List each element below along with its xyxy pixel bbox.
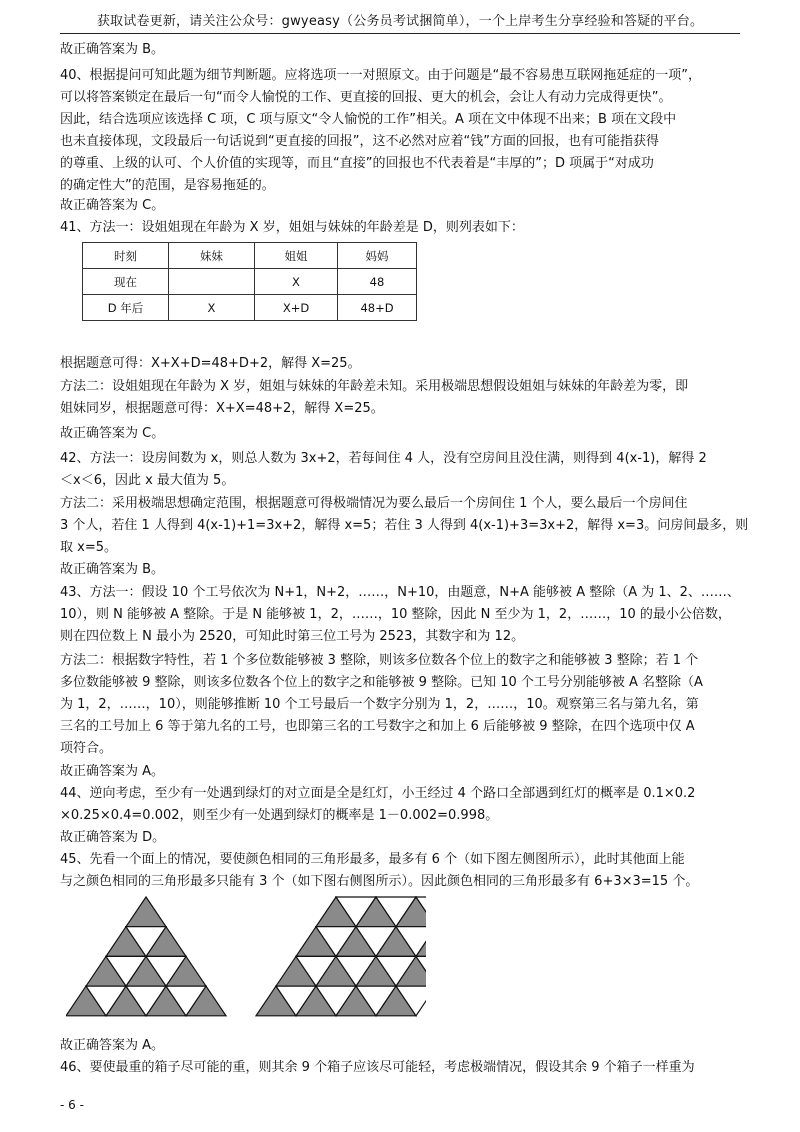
header-divider	[60, 33, 740, 34]
table-cell: X	[169, 295, 255, 321]
text-line: 故正确答案为 B。	[60, 562, 165, 577]
text-line: ＜x＜6，因此 x 最大值为 5。	[60, 473, 235, 488]
left-triangle-grid	[66, 897, 226, 1016]
table-header-cell: 妹妹	[169, 243, 255, 269]
right-parallelogram-grid	[256, 897, 426, 1016]
text-line: 多位数能够被 9 整除，则该多位数各个位上的数字之和能够被 9 整除。已知 10 个工号分别能够被 A 名整除（A	[60, 675, 703, 690]
text-line: ×0.25×0.4=0.002，则至少有一处遇到绿灯的概率是 1－0.002=0.998。	[60, 808, 499, 823]
text-line: 故正确答案为 B。	[60, 42, 165, 57]
text-line: 与之颜色相同的三角形最多只能有 3 个（如下图右侧图所示）。因此颜色相同的三角形最多有 6+3×3=15 个。	[60, 874, 699, 889]
text-line: 故正确答案为 D。	[60, 830, 166, 845]
text-line: 取 x=5。	[60, 540, 117, 555]
table-cell: X+D	[255, 295, 338, 321]
text-line: 46、要使最重的箱子尽可能的重，则其余 9 个箱子应该尽可能轻，考虑极端情况，假设其余 9 个箱子一样重为	[60, 1060, 695, 1075]
table-cell: 现在	[83, 269, 169, 295]
text-line: 因此，结合选项应该选择 C 项，C 项与原文“令人愉悦的工作”相关。A 项在文中体现不出来；B 项在文段中	[60, 112, 677, 127]
table-cell: 48	[338, 269, 417, 295]
text-line: 为 1，2，……，10），则能够推断 10 个工号最后一个数字分别为 1，2，……，10。观察第三名与第九名，第	[60, 697, 699, 712]
triangle-figure	[66, 895, 426, 1017]
text-line: 44、逆向考虑，至少有一处遇到绿灯的对立面是全是红灯，小王经过 4 个路口全部遇到红灯的概率是 0.1×0.2	[60, 786, 696, 801]
text-line: 方法二：采用极端思想确定范围，根据题意可得极端情况为要么最后一个房间住 1 个人，要么最后一个房间住	[60, 496, 688, 511]
text-line: 45、先看一个面上的情况，要使颜色相同的三角形最多，最多有 6 个（如下图左侧图所示），此时其他面上能	[60, 852, 685, 867]
text-line: 的尊重、上级的认可、个人价值的实现等，而且“直接”的回报也不代表着是“丰厚的”；D 项属于“对成功	[60, 156, 654, 171]
table-header-cell: 妈妈	[338, 243, 417, 269]
table-row	[83, 295, 417, 321]
page-header: 获取试卷更新，请关注公众号：gwyeasy（公务员考试捆简单），一个上岸考生分享经验和答疑的平台。	[96, 14, 704, 29]
text-line: 项符合。	[60, 741, 113, 756]
table-cell: X	[255, 269, 338, 295]
text-line: 10），则 N 能够被 A 整除。于是 N 能够被 1，2，……，10 整除，因此 N 至少为 1，2，……，10 的最小公倍数，	[60, 607, 731, 622]
shaded-triangle	[126, 897, 166, 927]
text-line: 方法二：设姐姐现在年龄为 X 岁，姐姐与妹妹的年龄差未知。采用极端思想假设姐姐与妹妹的年龄差为零，即	[60, 379, 689, 394]
text-line: 根据题意可得：X+X+D=48+D+2，解得 X=25。	[60, 356, 361, 371]
text-line: 可以将答案锁定在最后一句“而令人愉悦的工作、更直接的回报、更大的机会，会让人有动力完成得更快”。	[60, 90, 672, 105]
table-cell: 48+D	[338, 295, 417, 321]
text-line: 三名的工号加上 6 等于第九名的工号，也即第三名的工号数字之和加上 6 后能够被 9 整除，在四个选项中仅 A	[60, 719, 695, 734]
age-table	[82, 242, 417, 321]
text-line: 故正确答案为 C。	[60, 426, 165, 441]
table-cell	[169, 269, 255, 295]
table-cell: D 年后	[83, 295, 169, 321]
text-line: 故正确答案为 A。	[60, 764, 165, 779]
text-line: 43、方法一：假设 10 个工号依次为 N+1，N+2，……，N+10，由题意，N+A 能够被 A 整除（A 为 1、2、……、	[60, 585, 740, 600]
text-line: 故正确答案为 A。	[60, 1038, 165, 1053]
text-line: 姐妹同岁，根据题意可得：X+X=48+2，解得 X=25。	[60, 401, 384, 416]
table-row	[83, 269, 417, 295]
text-line: 40、根据提问可知此题为细节判断题。应将选项一一对照原文。由于问题是“最不容易患互联网拖延症的一项”，	[60, 68, 702, 83]
text-line: 41、方法一：设姐姐现在年龄为 X 岁，姐姐与妹妹的年龄差是 D，则列表如下：	[60, 220, 524, 235]
page-number: - 6 -	[60, 1098, 84, 1112]
text-line: 也未直接体现，文段最后一句话说到“更直接的回报”，这不必然对应着“钱”方面的回报，也有可能指获得	[60, 134, 659, 149]
table-header-row	[83, 243, 417, 269]
table-header-cell: 时刻	[83, 243, 169, 269]
text-line: 方法二：根据数字特性，若 1 个多位数能够被 3 整除，则该多位数各个位上的数字之和能够被 3 整除；若 1 个	[60, 653, 699, 668]
text-line: 3 个人，若住 1 人得到 4(x-1)+1=3x+2，解得 x=5；若住 3 人得到 4(x-1)+3=3x+2，解得 x=3。问房间最多，则	[60, 518, 749, 533]
text-line: 故正确答案为 C。	[60, 198, 165, 213]
text-line: 的确定性大”的范围，是容易拖延的。	[60, 178, 275, 193]
table-header-cell: 姐姐	[255, 243, 338, 269]
text-line: 42、方法一：设房间数为 x，则总人数为 3x+2，若每间住 4 人，没有空房间且没住满，则得到 4(x-1)，解得 2	[60, 451, 707, 466]
text-line: 则在四位数上 N 最小为 2520，可知此时第三位工号为 2523，其数字和为 12。	[60, 629, 525, 644]
